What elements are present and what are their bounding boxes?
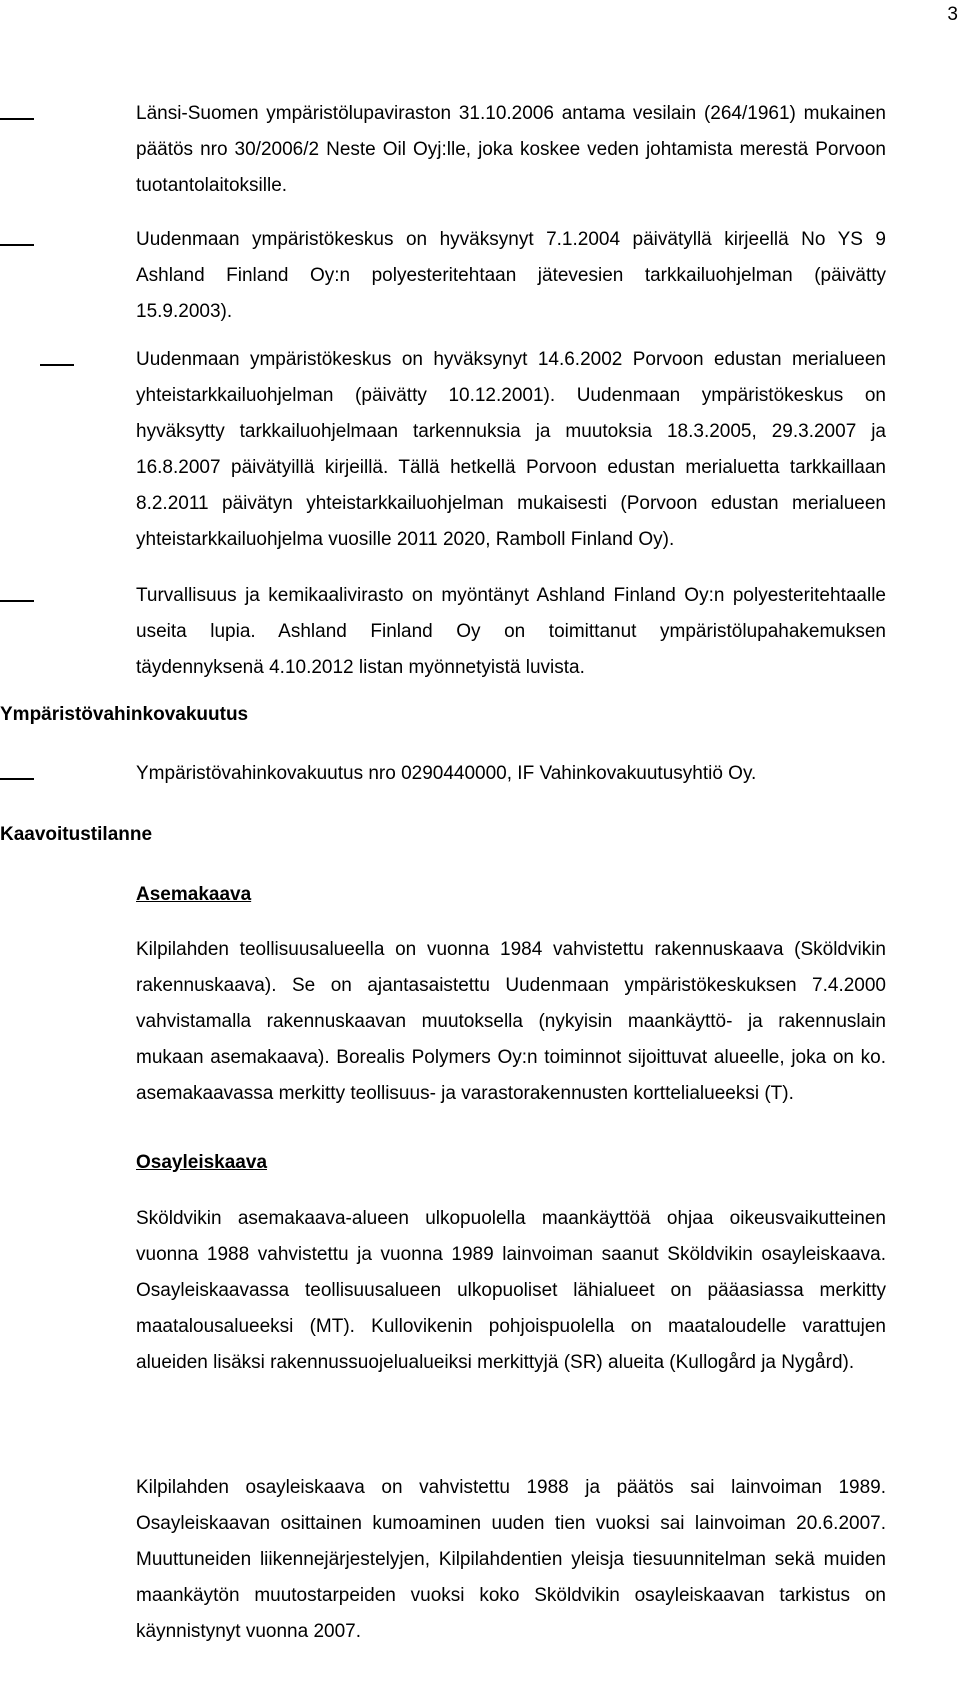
list-item-text: Uudenmaan ympäristökeskus on hyväksynyt 7.1.2004 päivätyllä kirjeellä No YS 9 Ashland Finland Oy:n polyesteritehtaan jätevesien tarkkailuohjelman (päivätty 15.9.2003). bbox=[136, 229, 886, 322]
dash-bullet bbox=[40, 364, 74, 366]
dash-bullet bbox=[0, 600, 34, 602]
list-item-text: Turvallisuus ja kemikaalivirasto on myöntänyt Ashland Finland Oy:n polyesteritehtaalle useita lupia. Ashland Finland Oy on toimittanut ympäristölupahakemuksen täydennyksenä 4.10.2012 listan myönnetyistä luvista. bbox=[136, 585, 886, 678]
paragraph-master-plan-1: Sköldvikin asemakaava-alueen ulkopuolella maankäyttöä ohjaa oikeusvaikutteinen vuonna 1988 vahvistettu ja vuonna 1989 lainvoiman saanut Sköldvikin osayleiskaava. Osayleiskaavassa teollisuusalueen ulkopuoliset lähialueet on pääasiassa merkitty maatalousalueeksi (MT). Kullovikenin pohjoispuolella on maataloudelle varattujen alueiden lisäksi rakennussuojelualueiksi merkittyjä (SR) alueita (Kullogård ja Nygård). bbox=[136, 1208, 886, 1373]
section-heading-zoning: Kaavoitustilanne bbox=[0, 824, 153, 845]
dash-bullet bbox=[0, 244, 34, 246]
paragraph-master-plan-2: Kilpilahden osayleiskaava on vahvistettu 1988 ja päätös sai lainvoiman 1989. Osayleiskaavan osittainen kumoaminen uuden tien vuoksi sai lainvoiman 20.6.2007. Muuttuneiden liikennejärjestelyjen, Kilpilahdentien yleisja tiesuunnitelman sekä muiden maankäytön muutostarpeiden vuoksi koko Sköldvikin osayleiskaavan tarkistus on käynnistynyt vuonna 2007. bbox=[136, 1477, 886, 1642]
list-item-text: Länsi-Suomen ympäristölupaviraston 31.10.2006 antama vesilain (264/1961) mukainen päätös nro 30/2006/2 Neste Oil Oyj:lle, joka koskee veden johtamista merestä Porvoon tuotantolaitoksille. bbox=[136, 103, 886, 196]
dash-bullet bbox=[0, 778, 34, 780]
list-item-text: Uudenmaan ympäristökeskus on hyväksynyt 14.6.2002 Porvoon edustan merialueen yhteistarkkailuohjelman (päivätty 10.12.2001). Uudenmaan ympäristökeskus on hyväksytty tarkkailuohjelmaan tarkennuksia ja muutoksia 18.3.2005, 29.3.2007 ja 16.8.2007 päivätyillä kirjeillä. Tällä hetkellä Porvoon edustan merialuetta tarkkaillaan 8.2.2011 päivätyn yhteistarkkailuohjelman mukaisesti (Porvoon edustan merialueen yhteistarkkailuohjelma vuosille 2011 2020, Ramboll Finland Oy). bbox=[136, 349, 886, 550]
subheading-master-plan: Osayleiskaava bbox=[136, 1152, 268, 1173]
dash-bullet bbox=[0, 118, 34, 120]
paragraph-detailed-plan: Kilpilahden teollisuusalueella on vuonna 1984 vahvistettu rakennuskaava (Sköldvikin rakennuskaava). Se on ajantasaistettu Uudenmaan ympäristökeskuksen 7.4.2000 vahvistamalla rakennuskaavan muutoksella (nykyisin maankäyttö- ja rakennuslain mukaan asemakaava). Borealis Polymers Oy:n toiminnot sijoittuvat alueelle, joka on ko. asemakaavassa merkitty teollisuus- ja varastorakennusten korttelialueeksi (T). bbox=[136, 939, 886, 1104]
page-number: 3 bbox=[947, 4, 958, 25]
section-heading-insurance: Ympäristövahinkovakuutus bbox=[0, 704, 249, 725]
list-item-text: Ympäristövahinkovakuutus nro 0290440000, IF Vahinkovakuutusyhtiö Oy. bbox=[136, 763, 757, 784]
subheading-detailed-plan: Asemakaava bbox=[136, 884, 252, 905]
